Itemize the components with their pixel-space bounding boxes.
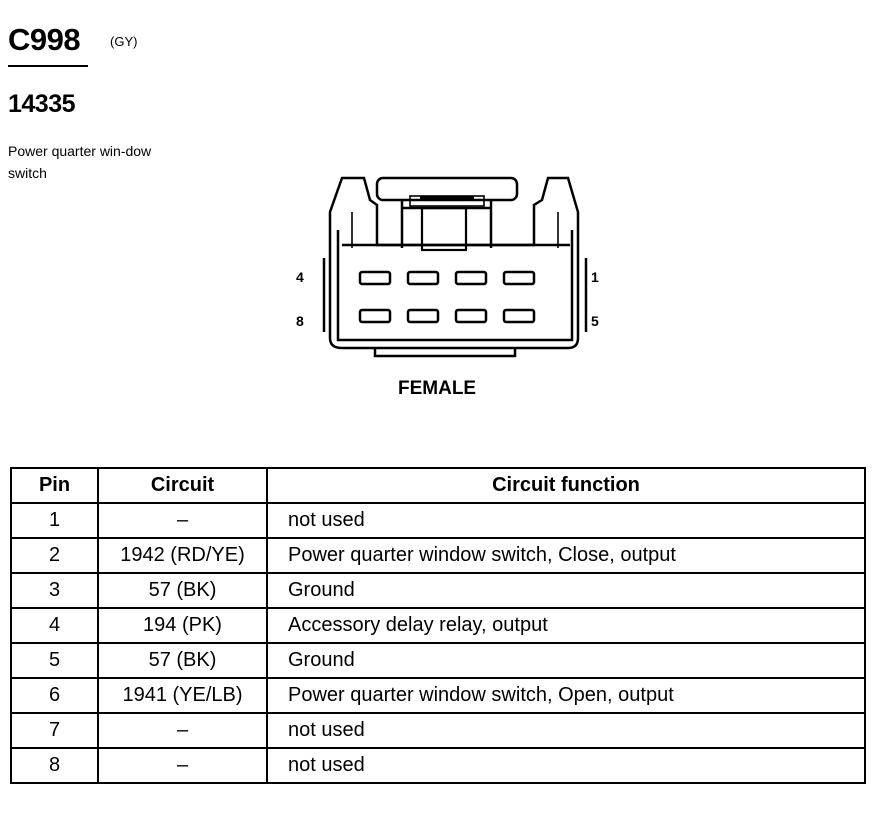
- table-row: [11, 573, 865, 608]
- pin-cell: 8: [11, 748, 98, 783]
- pin-label-bottom-left: 8: [296, 313, 304, 329]
- pin-cavity: [360, 272, 390, 284]
- header-pin: Pin: [11, 468, 98, 503]
- pin-cell: 5: [11, 643, 98, 678]
- function-cell: Accessory delay relay, output: [267, 608, 865, 643]
- part-number: 14335: [8, 90, 76, 118]
- connector-description: Power quarter win-dow switch: [8, 143, 152, 181]
- table-header-row: [11, 468, 865, 503]
- function-cell: Ground: [267, 643, 865, 678]
- connector-id-underline: [8, 65, 88, 67]
- pinout-table: [10, 467, 866, 784]
- connector-diagram: [280, 170, 610, 370]
- pin-cell: 4: [11, 608, 98, 643]
- table-row: [11, 713, 865, 748]
- circuit-cell: 194 (PK): [98, 608, 267, 643]
- connector-id: C998: [8, 22, 81, 57]
- function-cell: Power quarter window switch, Close, output: [267, 538, 865, 573]
- pin-label-top-right: 1: [591, 269, 599, 285]
- pin-cavity: [408, 272, 438, 284]
- function-cell: Power quarter window switch, Open, output: [267, 678, 865, 713]
- pin-cavity: [456, 310, 486, 322]
- table-row: [11, 643, 865, 678]
- pin-cell: 3: [11, 573, 98, 608]
- circuit-cell: –: [98, 503, 267, 538]
- function-cell: not used: [267, 713, 865, 748]
- pin-cavity: [504, 272, 534, 284]
- function-cell: not used: [267, 503, 865, 538]
- circuit-cell: 1942 (RD/YE): [98, 538, 267, 573]
- pin-label-top-left: 4: [296, 269, 304, 285]
- pin-cell: 2: [11, 538, 98, 573]
- pin-cavity: [504, 310, 534, 322]
- table-row: [11, 678, 865, 713]
- gender-label: FEMALE: [398, 378, 477, 399]
- circuit-cell: –: [98, 748, 267, 783]
- pin-cavity: [456, 272, 486, 284]
- circuit-cell: 57 (BK): [98, 643, 267, 678]
- pin-label-bottom-right: 5: [591, 313, 599, 329]
- table-row: [11, 503, 865, 538]
- header-circuit: Circuit: [98, 468, 267, 503]
- circuit-cell: 57 (BK): [98, 573, 267, 608]
- pin-cavity: [408, 310, 438, 322]
- latch-tab: [422, 208, 466, 250]
- pin-cell: 6: [11, 678, 98, 713]
- pin-cell: 7: [11, 713, 98, 748]
- pin-cell: 1: [11, 503, 98, 538]
- color-code: (GY): [110, 34, 138, 49]
- pin-cavity: [360, 310, 390, 322]
- table-row: [11, 538, 865, 573]
- function-cell: Ground: [267, 573, 865, 608]
- table-row: [11, 748, 865, 783]
- circuit-cell: –: [98, 713, 267, 748]
- table-row: [11, 608, 865, 643]
- header-circuit-function: Circuit function: [267, 468, 865, 503]
- circuit-cell: 1941 (YE/LB): [98, 678, 267, 713]
- function-cell: not used: [267, 748, 865, 783]
